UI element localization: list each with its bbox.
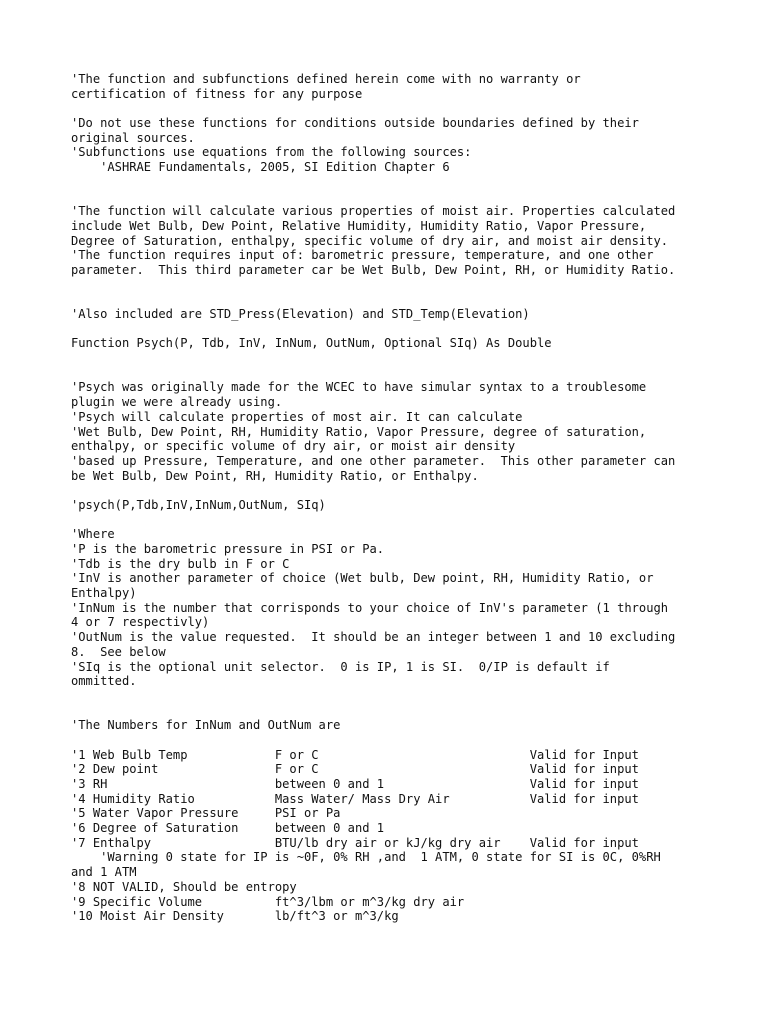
document-page [71,72,721,924]
text-line: '6 Degree of Saturation between 0 and 1 [71,821,385,836]
blank-line [71,483,721,498]
text-line: '1 Web Bulb Temp F or C Valid for Input [71,747,639,762]
text-line: Degree of Saturation, enthalpy, specific volume of dry air, and moist air density. [71,233,669,248]
text-line: original sources. [71,130,195,145]
text-line: '8 NOT VALID, Should be entropy [71,879,297,894]
text-line: 'SIq is the optional unit selector. 0 is IP, 1 is SI. 0/IP is default if [71,659,610,674]
text-line: '5 Water Vapor Pressure PSI or Pa [71,806,341,821]
text-line: 'Also included are STD_Press(Elevation) and STD_Temp(Elevation) [71,307,530,321]
text-line: '3 RH between 0 and 1 Valid for input [71,777,639,791]
text-line: 4 or 7 respectivly) [71,615,210,630]
text-line: 8. See below [71,644,166,659]
blank-line [71,704,721,719]
blank-line [71,351,721,366]
text-line: 'psych(P,Tdb,InV,InNum,OutNum, SIq) [71,497,326,512]
blank-line [71,190,721,205]
text-line: Enthalpy) [71,586,137,601]
text-line: include Wet Bulb, Dew Point, Relative Humidity, Humidity Ratio, Vapor Pressure, [71,218,647,233]
text-line: 'The Numbers for InNum and OutNum are [71,718,341,733]
text-line: '2 Dew point F or C Valid for input [71,762,639,777]
blank-line [71,292,721,307]
blank-line [71,513,721,528]
text-line: 'The function requires input of: barometric pressure, temperature, and one other [71,248,654,263]
blank-line [71,175,721,190]
text-line: 'based up Pressure, Temperature, and one other parameter. This other parameter can [71,453,676,468]
text-line: 'Wet Bulb, Dew Point, RH, Humidity Ratio, Vapor Pressure, degree of saturation, [71,424,647,439]
text-line: '10 Moist Air Density lb/ft^3 or m^3/kg [71,909,399,924]
text-line: 'Psych will calculate properties of most air. It can calculate [71,409,523,424]
blank-line [71,278,721,293]
text-line: parameter. This third parameter car be Wet Bulb, Dew Point, RH, or Humidity Ratio. [71,262,676,277]
text-line: 'P is the barometric pressure in PSI or Pa. [71,542,385,556]
text-line: 'InNum is the number that corrisponds to your choice of InV's parameter (1 through [71,600,669,615]
text-line: certification of fitness for any purpose [71,86,363,101]
blank-line [71,366,721,381]
text-line: 'Warning 0 state for IP is ~0F, 0% RH ,and 1 ATM, 0 state for SI is 0C, 0%RH [71,850,661,865]
blank-line [71,322,721,337]
text-line: be Wet Bulb, Dew Point, RH, Humidity Ratio, or Enthalpy. [71,468,479,483]
blank-line [71,101,721,116]
text-line: plugin we were already using. [71,395,283,410]
text-line: 'The function will calculate various properties of moist air. Properties calculated [71,204,676,219]
text-line: 'Tdb is the dry bulb in F or C [71,556,290,571]
text-line: '4 Humidity Ratio Mass Water/ Mass Dry Air Valid for input [71,791,639,806]
text-line: 'InV is another parameter of choice (Wet bulb, Dew point, RH, Humidity Ratio, or [71,571,654,586]
text-line: and 1 ATM [71,865,137,880]
text-line: 'ASHRAE Fundamentals, 2005, SI Edition Chapter 6 [71,160,450,175]
text-line: 'Where [71,527,115,542]
blank-line [71,733,721,748]
text-line: '9 Specific Volume ft^3/lbm or m^3/kg dry air [71,894,465,909]
text-line: enthalpy, or specific volume of dry air, or moist air density [71,439,516,454]
text-line: Function Psych(P, Tdb, InV, InNum, OutNum, Optional SIq) As Double [71,336,552,351]
blank-line [71,689,721,704]
text-line: '7 Enthalpy BTU/lb dry air or kJ/kg dry air Valid for input [71,835,639,850]
text-line: 'Psych was originally made for the WCEC to have simular syntax to a troublesome [71,380,647,395]
text-line: ommitted. [71,674,137,689]
text-line: 'Subfunctions use equations from the following sources: [71,145,472,160]
text-line: 'The function and subfunctions defined herein come with no warranty or [71,72,581,86]
text-line: 'Do not use these functions for conditions outside boundaries defined by their [71,116,639,131]
text-line: 'OutNum is the value requested. It should be an integer between 1 and 10 excluding [71,630,676,645]
